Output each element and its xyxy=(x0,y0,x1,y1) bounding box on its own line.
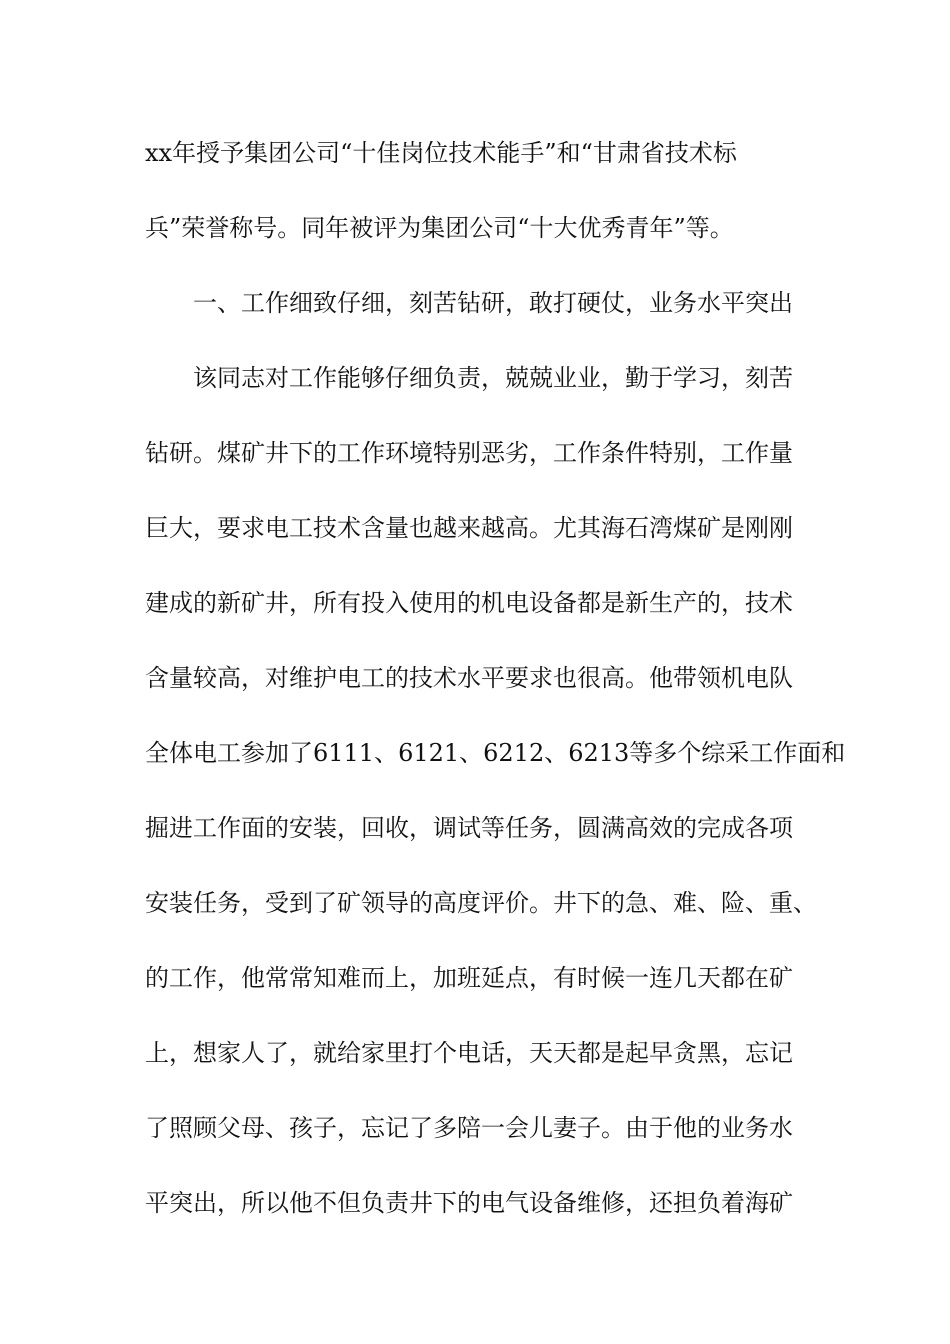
text-line: 钻研。煤矿井下的工作环境特别恶劣，工作条件特别，工作量 xyxy=(145,439,793,467)
text-line: 的工作，他常常知难而上，加班延点，有时候一连几天都在矿 xyxy=(145,964,793,992)
text-line: 全体电工参加了6111、6121、6212、6213等多个综采工作面和 xyxy=(145,739,846,767)
text-line: 该同志对工作能够仔细负责，兢兢业业，勤于学习，刻苦 xyxy=(193,364,793,392)
text-line: 建成的新矿井，所有投入使用的机电设备都是新生产的，技术 xyxy=(145,589,793,617)
text-line: xx年授予集团公司“十佳岗位技术能手”和“甘肃省技术标 xyxy=(145,139,737,167)
text-line: 兵”荣誉称号。同年被评为集团公司“十大优秀青年”等。 xyxy=(145,214,734,242)
text-line: 平突出，所以他不但负责井下的电气设备维修，还担负着海矿 xyxy=(145,1189,793,1217)
text-line: 巨大，要求电工技术含量也越来越高。尤其海石湾煤矿是刚刚 xyxy=(145,514,793,542)
text-line: 安装任务，受到了矿领导的高度评价。井下的急、难、险、重、 xyxy=(145,889,817,917)
text-line: 掘进工作面的安装，回收，调试等任务，圆满高效的完成各项 xyxy=(145,814,793,842)
text-line: 含量较高，对维护电工的技术水平要求也很高。他带领机电队 xyxy=(145,664,793,692)
text-line: 了照顾父母、孩子，忘记了多陪一会儿妻子。由于他的业务水 xyxy=(145,1114,793,1142)
section-heading: 一、工作细致仔细，刻苦钻研，敢打硬仗，业务水平突出 xyxy=(193,289,793,317)
text-line: 上，想家人了，就给家里打个电话，天天都是起早贪黑，忘记 xyxy=(145,1039,793,1067)
document-body xyxy=(145,130,846,1255)
